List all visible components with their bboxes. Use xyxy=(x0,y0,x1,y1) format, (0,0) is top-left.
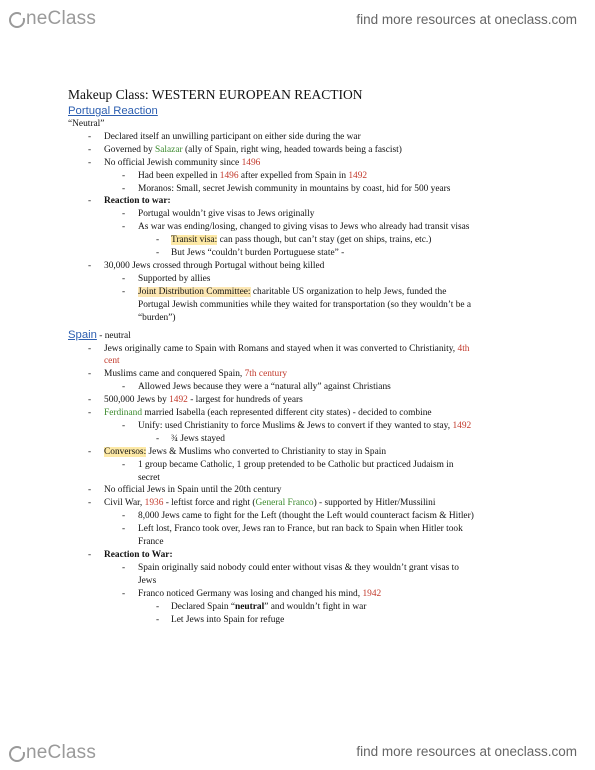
list-item: - 8,000 Jews came to fight for the Left (thought the Left would counteract facism & Hitler) xyxy=(122,511,474,522)
list-item: - Spain originally said nobody could enter without visas & they wouldn’t grant visas to Jews xyxy=(122,562,459,586)
list-item: - 30,000 Jews crossed through Portugal without being killed xyxy=(88,260,325,271)
list-item: - Let Jews into Spain for refuge xyxy=(156,614,285,625)
list-item: - Reaction to War: xyxy=(88,550,173,560)
list-item: - Declared Spain “neutral” and wouldn’t fight in war xyxy=(156,601,367,612)
footer-logo[interactable] xyxy=(9,742,96,764)
list-item: - Civil War, 1936 - leftist force and right (General Franco) - supported by Hitler/Mussilini xyxy=(88,498,436,509)
footer-resources-link[interactable]: find more resources at oneclass.com xyxy=(356,744,577,759)
list-item: - No official Jewish community since 1496 xyxy=(88,157,261,168)
list-item: - 1 group became Catholic, 1 group pretended to be Catholic but practiced Judaism in secret xyxy=(122,459,454,483)
section-heading-portugal: Portugal Reaction xyxy=(68,105,158,117)
neutral-label: “Neutral” xyxy=(68,119,105,129)
list-item: - Had been expelled in 1496 after expelled from Spain in 1492 xyxy=(122,170,368,181)
header-resources-link[interactable]: find more resources at oneclass.com xyxy=(356,12,577,27)
list-item: - Governed by Salazar (ally of Spain, right wing, headed towards being a fascist) xyxy=(88,144,402,155)
list-item: - As war was ending/losing, changed to giving visas to Jews who already had transit visas xyxy=(122,222,470,233)
list-item: - Transit visa: can pass though, but can’t stay (get on ships, trains, etc.) xyxy=(156,235,432,246)
list-item: - Left lost, Franco took over, Jews ran to France, but ran back to Spain when Hitler took France xyxy=(122,524,463,548)
document-body xyxy=(68,87,568,626)
list-item: - Unify: used Christianity to force Muslims & Jews to convert if they wanted to stay, 1492 xyxy=(122,420,472,431)
list-item: - But Jews “couldn’t burden Portuguese state” - xyxy=(156,248,345,259)
list-item: - Portugal wouldn’t give visas to Jews originally xyxy=(122,209,315,220)
list-item: - Reaction to war: xyxy=(88,196,171,207)
section-heading-spain: Spain - neutral xyxy=(68,328,131,341)
list-item: - Moranos: Small, secret Jewish community in mountains by coast, hid for 500 years xyxy=(122,183,451,194)
list-item: - No official Jews in Spain until the 20th century xyxy=(88,485,282,496)
list-item: - Jews originally came to Spain with Romans and stayed when it was converted to Christianity, 4th cent xyxy=(88,343,470,367)
list-item: - Declared itself an unwilling participant on either side during the war xyxy=(88,131,361,142)
oneclass-logo-icon xyxy=(9,12,25,28)
header-logo-text: neClass xyxy=(26,8,97,29)
list-item: - ¾ Jews stayed xyxy=(156,433,225,444)
list-item: - Allowed Jews because they were a “natural ally” against Christians xyxy=(122,382,391,393)
footer-logo-text: neClass xyxy=(26,742,97,763)
list-item: - Franco noticed Germany was losing and changed his mind, 1942 xyxy=(122,588,382,599)
bullet-marker: - xyxy=(88,131,92,142)
header-logo[interactable] xyxy=(9,8,96,30)
list-item: - Supported by allies xyxy=(122,273,211,284)
list-item: - Joint Distribution Committee: charitable US organization to help Jews, funded the Portugal Jewish communities while they waited for transportation (so they wouldn’t be a “burden”) xyxy=(122,286,472,323)
list-item: - Ferdinand married Isabella (each represented different city states) - decided to combine xyxy=(88,408,432,419)
list-item: - Conversos: Jews & Muslims who converted to Christianity to stay in Spain xyxy=(88,446,387,457)
list-item: - Muslims came and conquered Spain, 7th century xyxy=(88,369,288,380)
oneclass-logo-icon xyxy=(9,746,25,762)
list-item: - 500,000 Jews by 1492 - largest for hundreds of years xyxy=(88,395,303,406)
page-title: Makeup Class: WESTERN EUROPEAN REACTION xyxy=(68,87,363,102)
